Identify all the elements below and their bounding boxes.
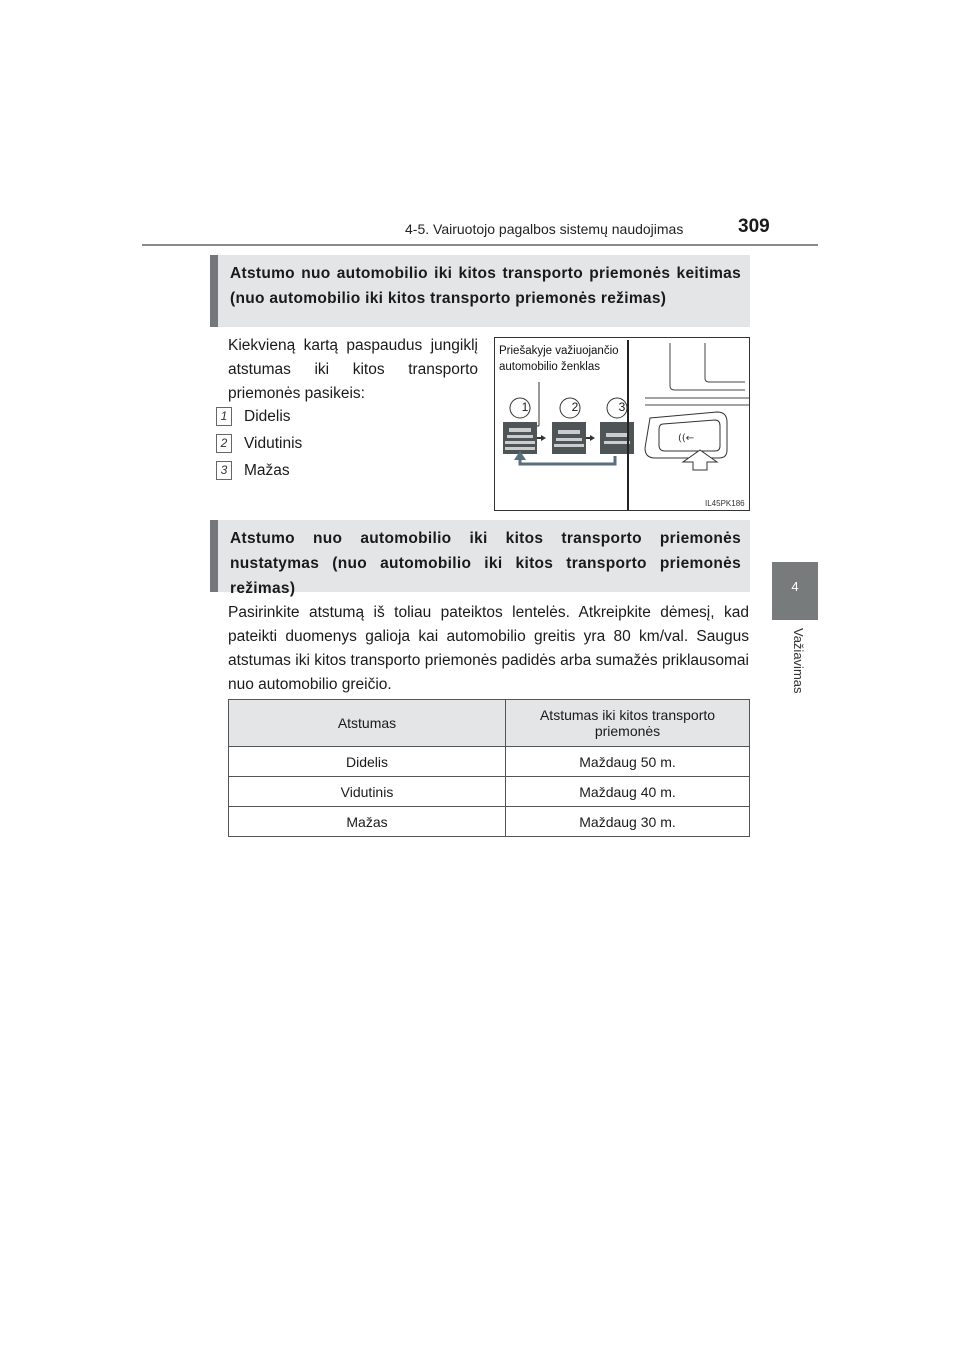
figure-callout-label: Priešakyje važiuojančio automobilio ženklas bbox=[499, 345, 619, 373]
column-header: Atstumas bbox=[229, 700, 506, 747]
display-icon-long-distance bbox=[503, 422, 537, 454]
table-row bbox=[229, 807, 750, 837]
section-heading-distance-change: Atstumo nuo automobilio iki kitos transporto priemonės keitimas (nuo automobilio iki kitos transporto priemonės režimas) bbox=[210, 255, 750, 327]
chapter-label: Važiavimas bbox=[791, 628, 806, 694]
step-number: 3 bbox=[216, 461, 232, 480]
figure-step-1: 1 bbox=[521, 400, 529, 414]
steering-switch-panel bbox=[645, 343, 749, 458]
section-heading-distance-setting: Atstumo nuo automobilio iki kitos transporto priemonės nustatymas (nuo automobilio iki kitos transporto priemonės režimas) bbox=[210, 520, 750, 592]
table-cell: Maždaug 40 m. bbox=[506, 777, 750, 807]
table-header-row bbox=[229, 700, 750, 747]
table-cell: Maždaug 30 m. bbox=[506, 807, 750, 837]
table-row bbox=[229, 777, 750, 807]
step-number: 2 bbox=[216, 434, 232, 453]
page-number: 309 bbox=[738, 216, 770, 237]
table-row bbox=[229, 747, 750, 777]
list-item bbox=[216, 457, 302, 484]
table-cell: Didelis bbox=[229, 747, 506, 777]
step-number: 1 bbox=[216, 407, 232, 426]
svg-text:((←: ((← bbox=[678, 433, 695, 444]
list-item bbox=[216, 430, 302, 457]
intro-paragraph: Kiekvieną kartą paspaudus jungiklį atstumas iki kitos transporto priemonės pasikeis: bbox=[228, 337, 478, 402]
list-item-label: Didelis bbox=[244, 407, 291, 425]
table-cell: Vidutinis bbox=[229, 777, 506, 807]
cycle-return-arrow bbox=[520, 456, 615, 464]
list-item-label: Mažas bbox=[244, 461, 290, 479]
column-header: Atstumas iki kitos transporto priemonės bbox=[506, 700, 750, 747]
header-divider bbox=[142, 244, 818, 246]
body-paragraph: Pasirinkite atstumą iš toliau pateiktos lentelės. Atkreipkite dėmesį, kad pateikti duomenys galioja kai automobilio greitis yra 80 km/val. Saugus atstumas iki kitos transporto priemonės padidės arba sumažės priklausomai nuo automobilio greičio. bbox=[228, 604, 749, 693]
distance-table bbox=[228, 699, 750, 837]
chapter-tab[interactable]: 4 bbox=[772, 562, 818, 620]
figure-step-2: 2 bbox=[571, 400, 579, 414]
distance-options-list bbox=[216, 403, 302, 484]
figure-code: IL45PK186 bbox=[705, 499, 745, 508]
figure-step-3: 3 bbox=[618, 400, 626, 414]
display-icon-medium-distance bbox=[552, 422, 586, 454]
table-cell: Mažas bbox=[229, 807, 506, 837]
list-item bbox=[216, 403, 302, 430]
list-item-label: Vidutinis bbox=[244, 434, 303, 452]
table-cell: Maždaug 50 m. bbox=[506, 747, 750, 777]
running-header-title: 4-5. Vairuotojo pagalbos sistemų naudojimas bbox=[405, 221, 684, 237]
